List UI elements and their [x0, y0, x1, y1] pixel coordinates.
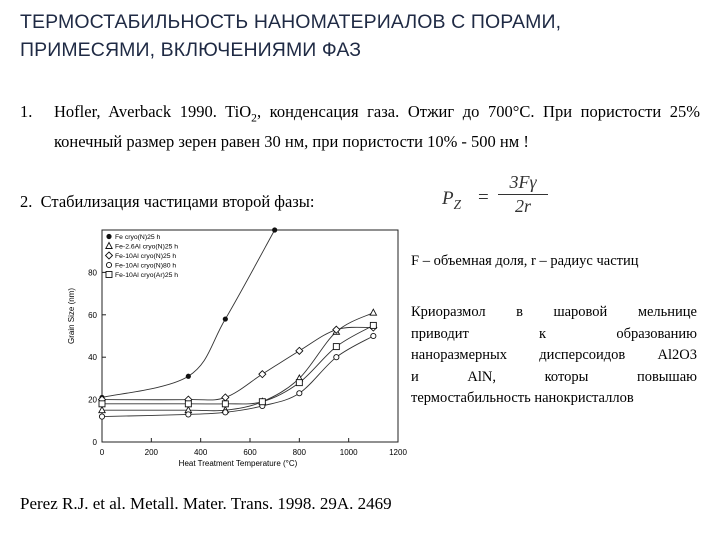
- legend-marker: [106, 243, 112, 249]
- data-point: [296, 380, 302, 386]
- reference: Perez R.J. et al. Metall. Mater. Trans. 1998. 29A. 2469: [20, 494, 392, 513]
- legend-label: Fe cryo(N)25 h: [115, 234, 161, 241]
- legend-label: Fe-10Al cryo(Ar)25 h: [115, 272, 179, 279]
- text-part: Hofler, Averback 1990. TiO: [54, 102, 252, 121]
- zener-formula: [440, 172, 550, 228]
- legend-label: Fe-2.6Al cryo(N)25 h: [115, 243, 179, 251]
- fraction-bar: [498, 194, 548, 195]
- data-point: [99, 407, 105, 413]
- title-line-1: ТЕРМОСТАБИЛЬНОСТЬ НАНОМАТЕРИАЛОВ С ПОРАМИ,: [20, 11, 562, 33]
- subscript: 2: [251, 112, 257, 125]
- data-point: [185, 401, 191, 407]
- page-title: [20, 8, 710, 64]
- data-point: [296, 347, 303, 354]
- series-line-3: [102, 327, 373, 400]
- note-line: термостабильность нанокристаллов: [411, 390, 634, 406]
- series-line-2: [102, 313, 373, 411]
- grain-size-chart: [62, 222, 407, 470]
- data-point: [222, 394, 229, 401]
- formula-numerator: 3Fγ: [509, 172, 537, 192]
- cryomilling-note: [411, 302, 697, 410]
- formula-fraction: [498, 172, 548, 217]
- data-point: [272, 227, 277, 232]
- formula-equals: =: [478, 187, 489, 208]
- legend-label: Fe-10Al cryo(N)80 h: [115, 262, 177, 270]
- data-point: [333, 344, 339, 350]
- x-tick-label: 1200: [389, 448, 407, 457]
- legend-marker: [106, 234, 111, 239]
- legend-marker: [106, 272, 112, 278]
- x-tick-label: 0: [99, 448, 105, 457]
- data-point: [297, 391, 302, 396]
- formula-denominator: 2r: [514, 196, 531, 216]
- data-point: [259, 399, 265, 405]
- list-item-2: [20, 190, 314, 214]
- list-number: 1.: [20, 102, 33, 121]
- list-item-1: [20, 100, 700, 154]
- data-point: [370, 322, 376, 328]
- data-point: [371, 333, 376, 338]
- data-point: [99, 401, 105, 407]
- y-tick-label: 40: [88, 353, 97, 363]
- data-point: [99, 414, 104, 419]
- title-line-2: ПРИМЕСЯМИ, ВКЛЮЧЕНИЯМИ ФАЗ: [20, 39, 362, 61]
- variables-note: F – объемная доля, r – радиус частиц: [411, 253, 639, 269]
- list-item-text: Стабилизация частицами второй фазы:: [40, 192, 315, 211]
- note-line: Криоразмол в шаровой мельнице: [411, 304, 697, 320]
- data-point: [186, 412, 191, 417]
- x-tick-label: 1000: [339, 448, 358, 457]
- legend-label: Fe-10Al cryo(N)25 h: [115, 253, 177, 260]
- data-point: [370, 309, 376, 315]
- y-tick-label: 80: [88, 268, 97, 278]
- y-tick-label: 0: [92, 438, 97, 447]
- list-item-text: [54, 100, 700, 154]
- formula-lhs: $P_Z$: [442, 188, 462, 212]
- series-line-5: [102, 325, 373, 404]
- x-tick-label: 600: [243, 448, 257, 457]
- list-number: 2.: [20, 192, 33, 211]
- data-point: [222, 401, 228, 407]
- data-point: [223, 316, 228, 321]
- data-point: [223, 410, 228, 415]
- note-line: и AlN, которы повышаю: [411, 368, 697, 385]
- x-axis-label: Heat Treatment Temperature (°C): [178, 459, 298, 468]
- chart-legend: [106, 234, 179, 279]
- data-point: [186, 374, 191, 379]
- data-point: [259, 371, 266, 378]
- x-tick-label: 200: [144, 448, 159, 457]
- x-tick-label: 800: [292, 448, 307, 457]
- legend-marker: [106, 252, 113, 259]
- x-tick-label: 400: [193, 448, 208, 457]
- data-point: [334, 355, 339, 360]
- text-part: , конденсация газа. Отжиг до 700°С. При пористости 25% конечный размер зерен равен 30 нм, при пористости 10% - 500 нм !: [54, 102, 701, 152]
- note-line: наноразмерных дисперсоидов Al2O3: [411, 347, 697, 363]
- series-line-4: [102, 336, 373, 417]
- y-tick-label: 20: [88, 395, 97, 405]
- y-axis-label: Grain Size (nm): [67, 287, 76, 345]
- legend-marker: [106, 262, 111, 267]
- note-line: приводит к образованию: [411, 325, 697, 342]
- y-tick-label: 60: [88, 310, 97, 320]
